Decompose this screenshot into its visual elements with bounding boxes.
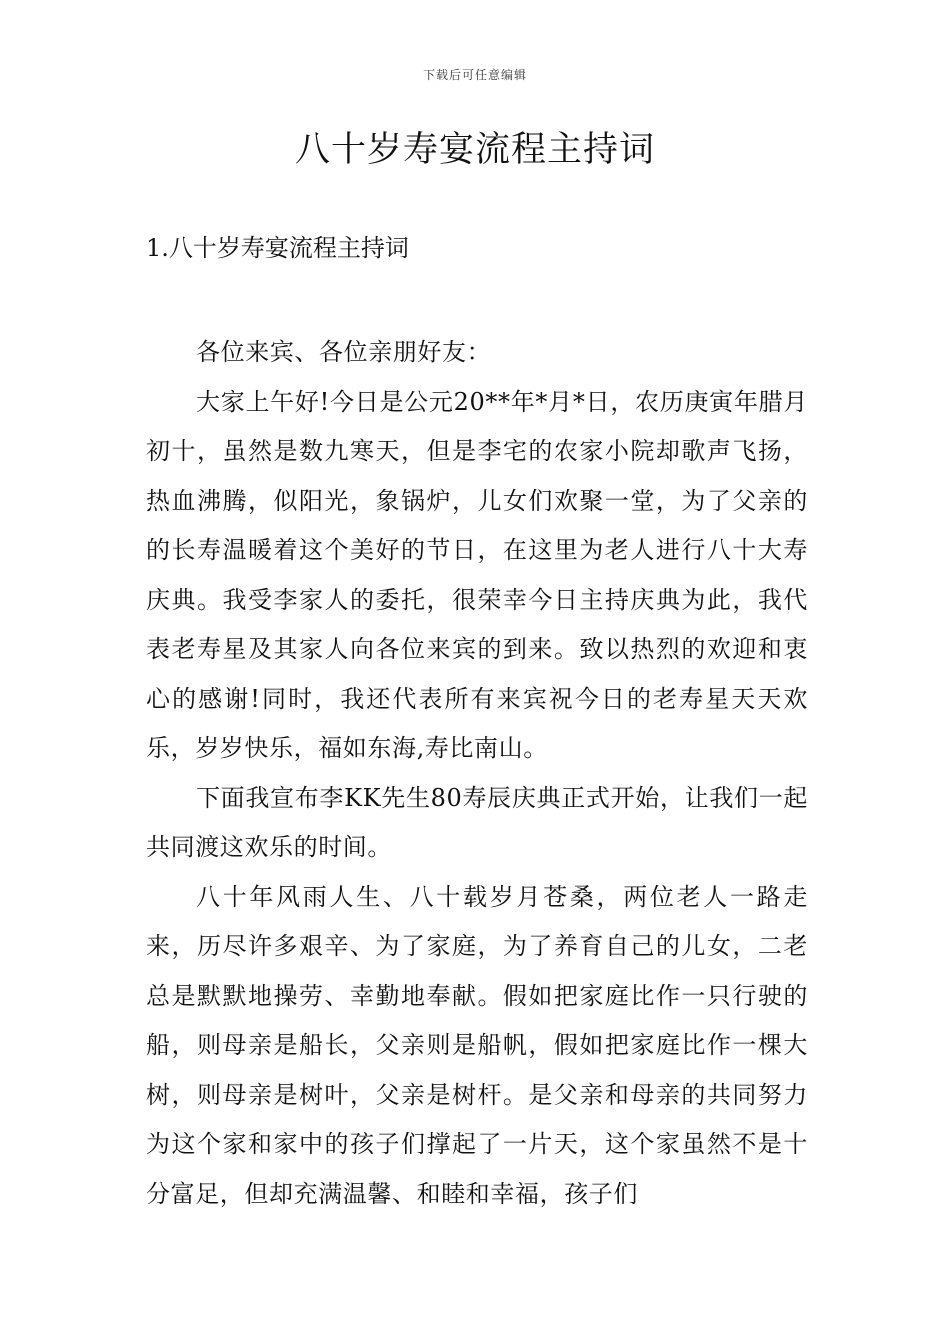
paragraph-opening: 大家上午好!今日是公元20**年*月*日，农历庚寅年腊月初十，虽然是数九寒天，但是李宅的农家小院却歌声飞扬，热血沸腾，似阳光，象锅炉，儿女们欢聚一堂，为了父亲的的长寿温暖着这个美好的节日，在这里为老人进行八十大寿庆典。我受李家人的委托，很荣幸今日主持庆典为此，我代表老寿星及其家人向各位来宾的到来。致以热烈的欢迎和衷心的感谢!同时，我还代表所有来宾祝今日的老寿星天天欢乐，岁岁快乐，福如东海,寿比南山。 [146, 387, 808, 762]
body-text [146, 328, 808, 1219]
header-note: 下载后可任意编辑 [422, 68, 527, 82]
paragraph-greeting: 各位来宾、各位亲朋好友： [196, 338, 492, 366]
paragraph-tribute: 八十年风雨人生、八十载岁月苍桑，两位老人一路走来，历尽许多艰辛、为了家庭，为了养育自己的儿女，二老总是默默地操劳、幸勤地奉献。假如把家庭比作一只行驶的船，则母亲是船长，父亲则是船帆，假如把家庭比作一棵大树，则母亲是树叶，父亲是树杆。是父亲和母亲的共同努力为这个家和家中的孩子们撑起了一片天，这个家虽然不是十分富足，但却充满温馨、和睦和幸福，孩子们 [146, 882, 808, 1208]
paragraph-announcement: 下面我宣布李KK先生80寿辰庆典正式开始，让我们一起共同渡这欢乐的时间。 [146, 783, 808, 861]
section-heading: 1.八十岁寿宴流程主持词 [146, 234, 409, 262]
document-title: 八十岁寿宴流程主持词 [294, 130, 655, 170]
